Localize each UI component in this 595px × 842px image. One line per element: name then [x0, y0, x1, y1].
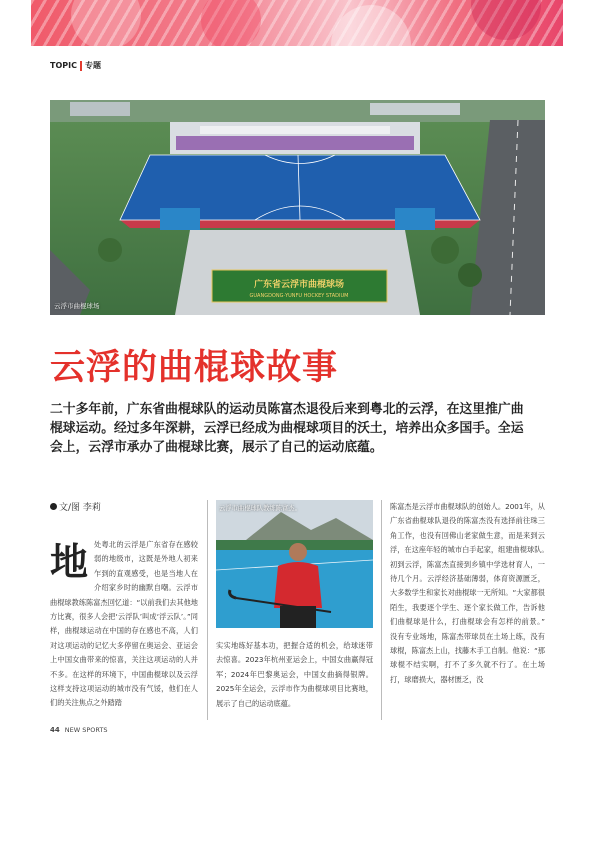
stadium-photo	[50, 100, 545, 315]
decorative-banner	[31, 0, 563, 46]
photo-caption: 云浮市曲棍球场	[54, 302, 100, 310]
col1-text: 处粤北的云浮是广东省存在感较弱的地级市，这既是外地人初来乍到的直观感受，也是当地人在介绍家乡时的幽默自嘲。云浮市曲棍球教练陈富杰回忆道：“以前我们去其他地方比赛，很多人会把‘云浮队’叫成‘浮云队’。”同样，曲棍球运动在中国的存在感也不高，人们对这项运动的记忆大多停留在奥运会、亚运会上中国女曲带来的惊喜，关注这项运动的人并不多。在这样的环境下，中国曲棍球以及云浮这样支持这项运动的城市没有气馁，他们在人们的关注焦点之外踏踏	[50, 540, 198, 708]
body-column-3: 陈富杰是云浮市曲棍球队的创始人。2001年，从广东省曲棍球队退役的陈富杰没有选择前往珠三角工作，也没有回佛山老家做生意，而是来到云浮，在这座年轻的城市白手起家，组建曲棍球队。 初到云浮，陈富杰直接到乡镇中学选材育人，一待几个月。云浮经济基础薄弱，体育资源匮乏，大多数学生和家长对曲棍球一无所知。“大家都很陌生，我要逐个学生、逐个家长做工作，告诉他们曲棍球是什么，打曲棍球会有怎样的前景。” 没有专业场地，陈富杰带球员在土场上练，没有球棍，陈富杰上山，找藤木手工自制。他说：“那球棍不结实啊，打不了多久就不行了。在土场打，球磨损大，器材匮乏，没	[390, 502, 553, 684]
coach-photo	[216, 500, 373, 628]
column-rule	[207, 500, 208, 720]
topic-cn: 专题	[84, 61, 101, 70]
coach-illustration	[216, 500, 373, 628]
stadium-sign-en: GUANGDONG·YUNFU HOCKEY STADIUM	[249, 293, 349, 299]
bullet-icon	[50, 503, 57, 510]
section-label	[50, 60, 101, 71]
stadium-sign-cn: 广东省云浮市曲棍球场	[253, 280, 345, 290]
column-rule	[381, 500, 382, 720]
body-column-1	[50, 538, 198, 711]
stadium-illustration	[50, 100, 545, 315]
magazine-name: NEW SPORTS	[64, 726, 108, 734]
inset-caption: 云浮市曲棍球队教练陈富杰。	[219, 505, 301, 512]
body-column-2: 实实地练好基本功，把握合适的机会，给球迷带去惊喜。2023年杭州亚运会上，中国女曲赢得冠军；2024年巴黎奥运会，中国女曲摘得银牌。2025年全运会，云浮市作为曲棍球项目比赛地，展示了自己的运动底蕴。	[216, 641, 373, 708]
topic-label: TOPIC	[50, 61, 77, 70]
byline	[50, 500, 101, 513]
byline-text: 文/图 李莉	[59, 503, 101, 513]
section-divider	[80, 61, 82, 71]
article-title: 云浮的曲棍球故事	[50, 348, 339, 388]
page-number: 44	[50, 726, 60, 734]
page-footer	[50, 726, 108, 734]
drop-cap: 地	[50, 540, 89, 584]
article-lead: 二十多年前，广东省曲棍球队的运动员陈富杰退役后来到粤北的云浮，在这里推广曲棍球运动。经过多年深耕，云浮已经成为曲棍球项目的沃土，培养出众多国手。全运会上，云浮市承办了曲棍球比赛，展示了自己的运动底蕴。	[50, 402, 524, 455]
